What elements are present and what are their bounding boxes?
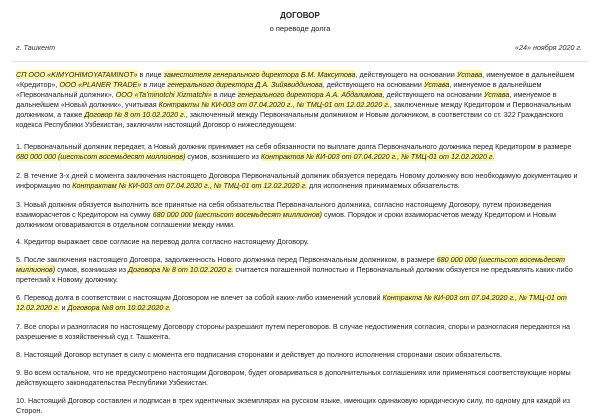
contracts-reference: Контрактов № КИ-003 от 07.04.2020 г., № ТМЦ-01 от 12.02.2020 г. [260,152,495,161]
text-chunk: 1. Первоначальный должник передает, а Новый должник принимает на себя обязанности по выплате долга Первоначального должника перед Кредитором в размере [16,142,572,151]
contracts-reference: Контракты № КИ-003 от 07.04.2020 г., № ТМЦ-01 от 12.02.2020 г. [158,100,390,109]
original-debtor-representative: генерального директора Д.А. Зийявиддинова [167,80,323,89]
text-chunk: 2. В течение 3-х дней с момента заключения настоящего Договора Первоначальный должник обязуется передать Новому должнику всю необходимую документацию и информацию по [16,171,578,190]
text-chunk: , именуемое в дальнейшем «Первоначальный должник», [16,80,542,99]
text-chunk: для исполнения принимаемых обязательств. [307,181,460,190]
text-chunk: считается погашенной полностью и Первоначальный должник обязуется не предъявлять каких-либо претензий к Новому должнику. [16,265,573,284]
paragraph-5 [16,255,582,285]
agreement-reference: Договор № 8 от 10.02.2020 г. [84,110,186,119]
charter-reference: Устава [483,90,510,99]
contracts-reference: Контрактам № КИ-003 от 07.04.2020 г., № ТМЦ-01 от 12.02.2020 г. [72,181,308,190]
paragraph-10: 10. Настоящий Договор составлен и подписан в трех идентичных экземплярах на русском языке, имеющих одинаковую юридическую силу, по одному для каждой из Сторон. [16,396,571,415]
document-city: г. Ташкент [16,43,56,52]
contracts-reference: Контракта № КИ-003 от 07.04.2020 г., № ТМЦ-01 от 12.02.2020 г. [16,293,567,312]
text-chunk: , действующего на основании [355,70,457,79]
text-chunk: , заключенные между Кредитором и Первоначальным должником, а также [16,100,571,119]
paragraph-1 [16,142,582,162]
document-date: «24» ноября 2020 г. [515,43,582,52]
agreement-reference: Договора № 8 от 10.02.2020 г. [128,265,234,274]
text-chunk: сумов, возникшая из [55,265,129,274]
text-chunk: в лице [137,70,164,79]
text-chunk: , действующего на основании [322,80,424,89]
debt-amount: 680 000 000 (шестьсот восемьдесят миллионов) [152,210,323,219]
debt-amount: 680 000 000 (шестьсот восемьдесят миллионов) [16,255,565,274]
text-chunk: в лице [211,90,238,99]
new-debtor-representative: генерального директора А.А. Абдалимова [237,90,383,99]
charter-reference: Устава [423,80,450,89]
creditor-representative: заместителя генерального директора Б.М. Максутова [163,70,356,79]
text-chunk: в лице [141,80,168,89]
paragraph-8: 8. Настоящий Договор вступает в силу с момента его подписания сторонами и действует до полного исполнения сторонами своих обязательств. [16,350,502,359]
text-chunk: 3. Новый должник обязуется выполнить все принятые на себя обязательства Первоначального должника, согласно настоящему Договору, путем произведения взаиморасчетов с Кредитором на сумму [16,200,552,219]
debt-amount: 680 000 000 (шестьсот восемьдесят миллионов) [16,152,186,161]
text-chunk: , действующего на основании [382,90,484,99]
paragraph-2 [16,171,582,191]
text-chunk: и [59,303,68,312]
separator-line [12,61,588,62]
party-original-debtor: ООО «PLANER TRADE» [59,80,142,89]
paragraph-3 [16,200,582,230]
text-chunk: , заключенный между Первоначальным должником и Новым должником, в соответствии со ст. 322 Гражданского кодекса Республики Узбекистан, заключили настоящий Договор о нижеследующем: [16,110,564,129]
party-creditor: СП ООО «KIMYOHIMOYATAMINOT» [16,70,138,79]
party-new-debtor: ООО «Ta’minotchi Xizmatchi» [115,90,212,99]
text-chunk: сумов, возникшего из [185,152,261,161]
text-chunk: 5. После заключения настоящего Договора, задолженность Нового должника перед Первоначальным должником, в размере [16,255,437,264]
text-chunk: , именуемое в дальнейшем «Новый должник», учитывая [16,90,557,109]
paragraph-6 [16,293,582,313]
text-chunk: сумов. Порядок и сроки взаиморасчетов между Кредитором и Новым должником оговариваются в отдельном соглашении между ними. [16,210,556,229]
text-chunk: , именуемое в дальнейшем «Кредитор», [16,70,575,89]
charter-reference: Устава [456,70,483,79]
text-chunk: 6. Перевод долга в соответствии с настоящим Договором не влечет за собой каких-либо изменений условий [16,293,383,302]
paragraph-intro [16,70,582,130]
document-subtitle: о переводе долга [269,24,331,33]
agreement-reference: Договора №8 от 10.02.2020 г. [67,303,171,312]
paragraph-4: 4. Кредитор выражает свое согласие на перевод долга согласно настоящему Договору. [16,237,309,246]
paragraph-9: 9. Во всем остальном, что не предусмотрено настоящим Договором, будет оговариваться в дополнительных соглашениях или применяться соответствующие нормы действующего законодательства Республики Узбекистан. [16,368,571,387]
paragraph-7: 7. Все споры и разногласия по настоящему Договору стороны разрешают путем переговоров. В случае недостижения согласия, споры и разногласия передаются на разрешение в хозяйственный суд г. Ташкента. [16,322,571,341]
document-title: ДОГОВОР [280,11,320,20]
